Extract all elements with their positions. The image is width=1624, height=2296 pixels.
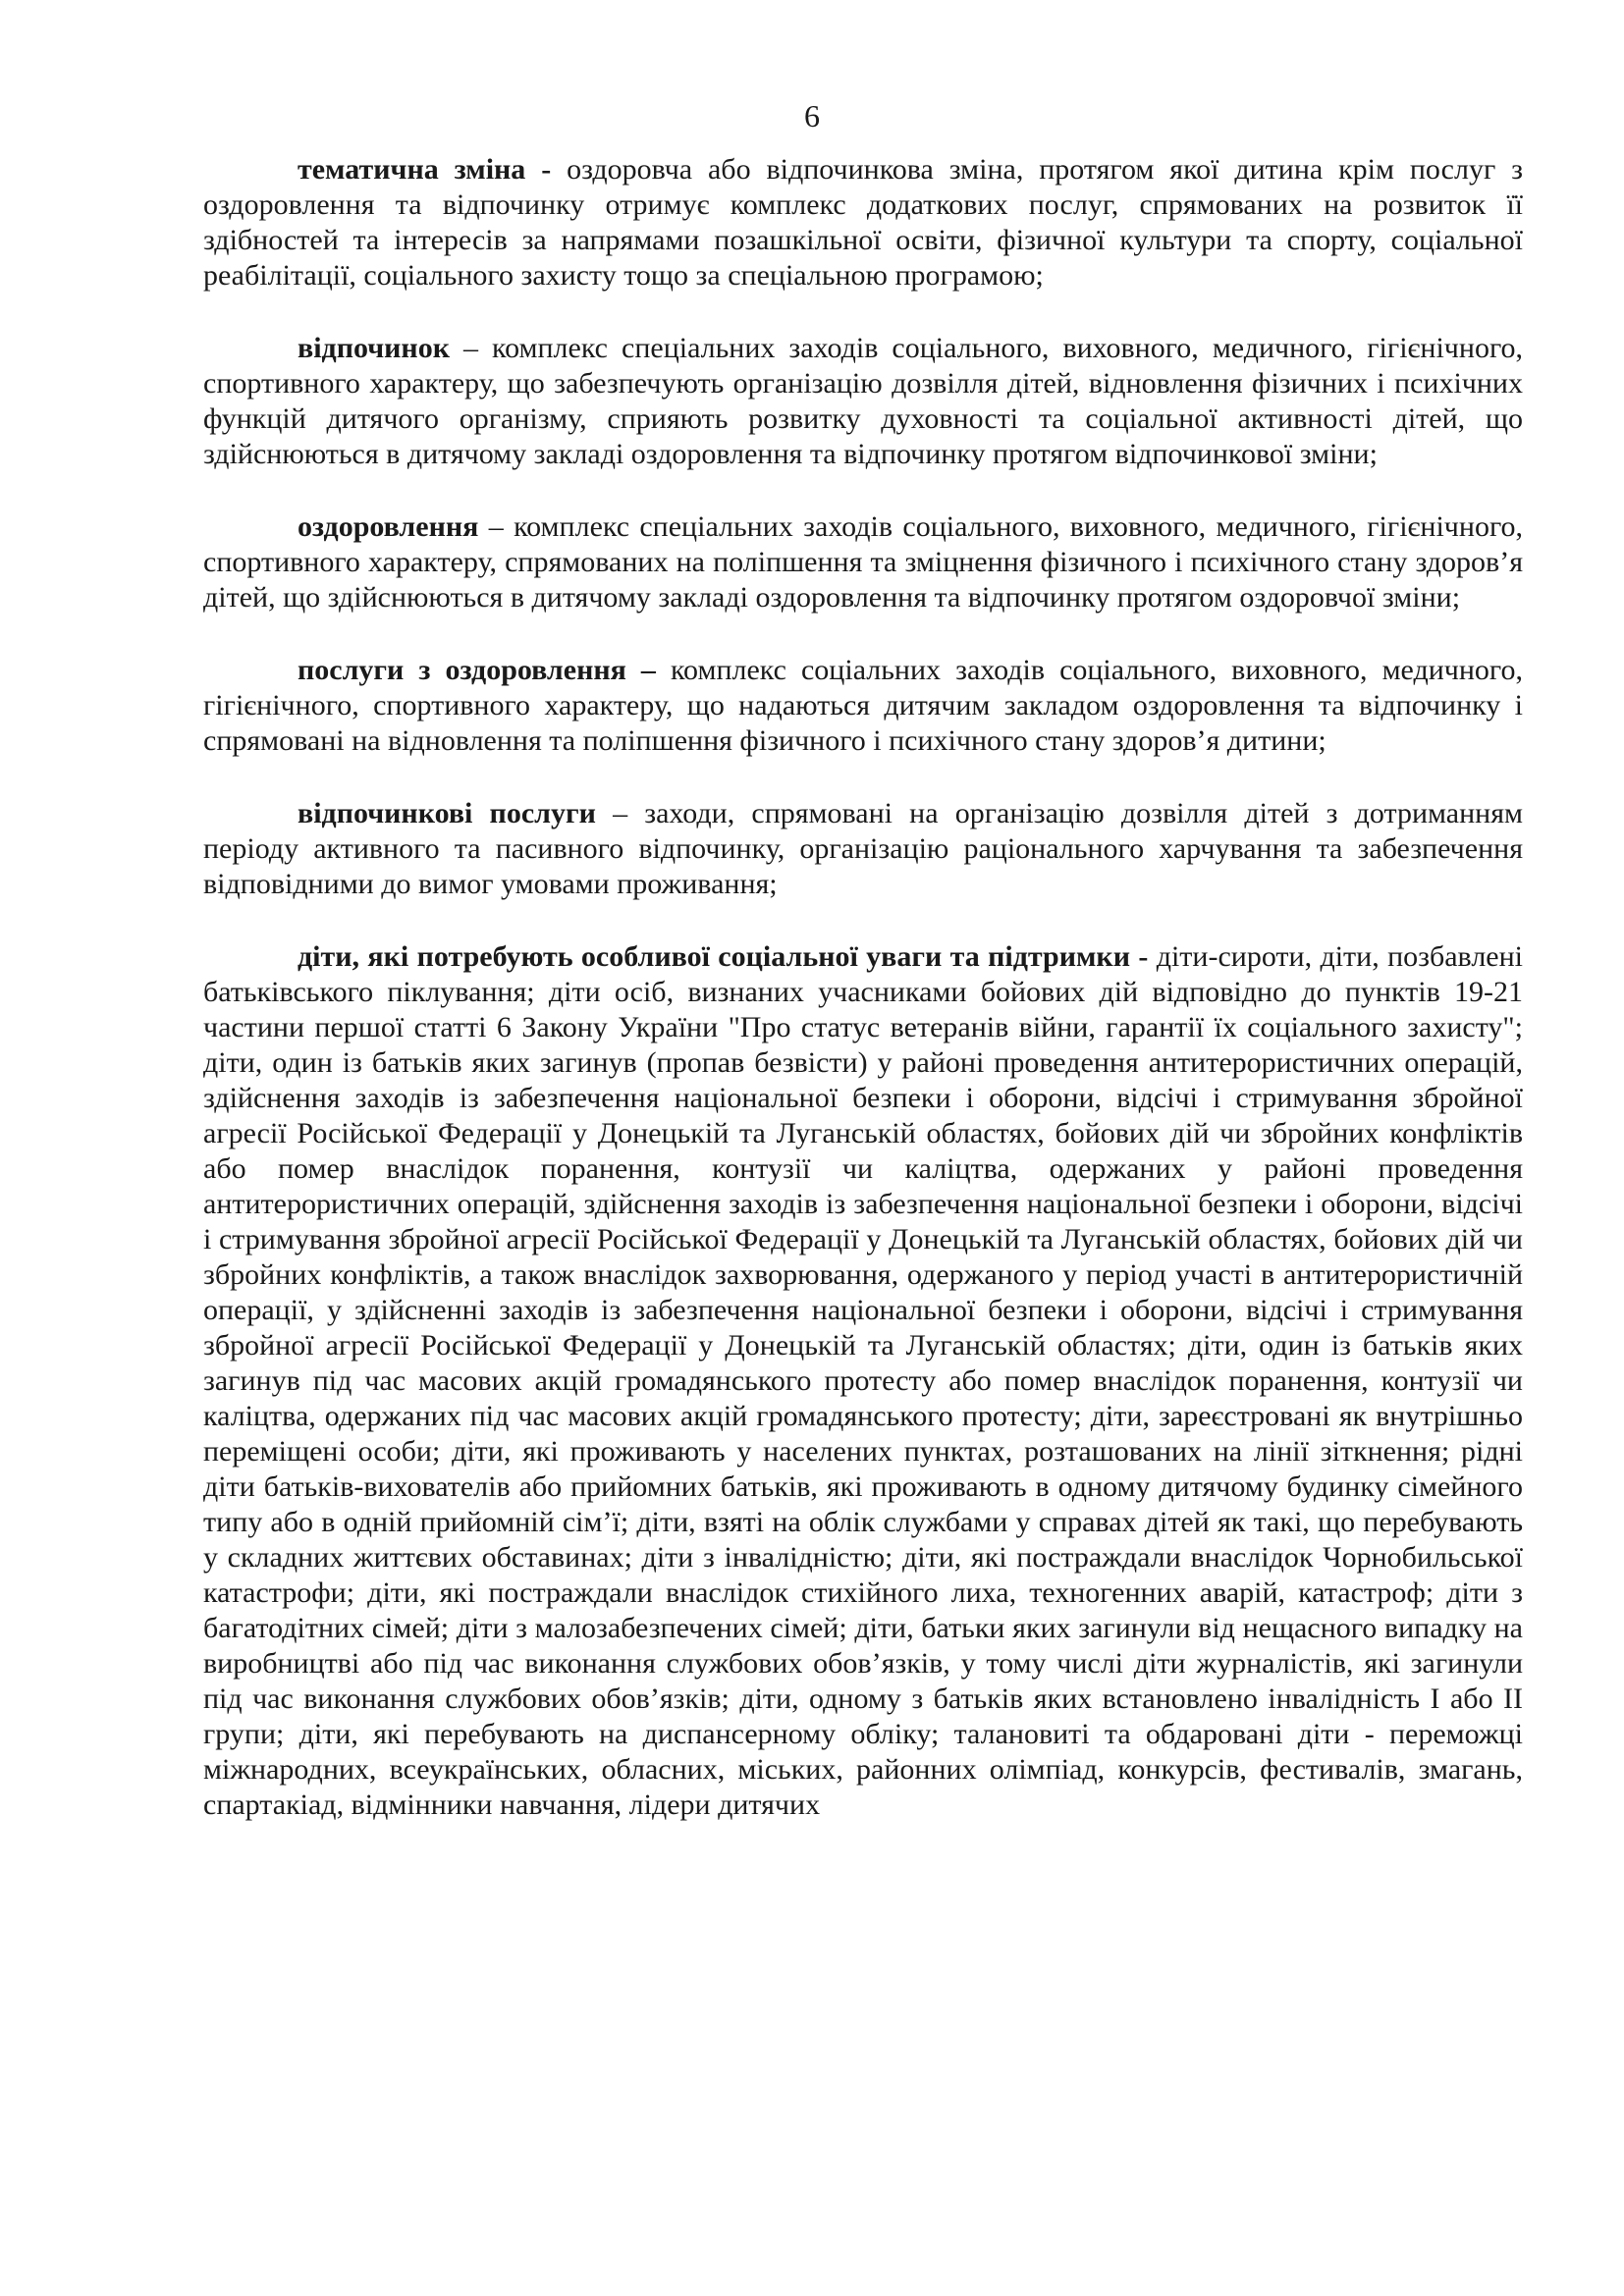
definition-paragraph-children-special-attention xyxy=(203,939,1523,1823)
definition-paragraph-rest-services xyxy=(203,796,1523,902)
definition-text: – комплекс спеціальних заходів соціального, виховного, медичного, гігієнічного, спортивного характеру, спрямованих на поліпшення та зміцнення фізичного і психічного стану здоров’я дітей, що здійснюються в дитячому закладі оздоровлення та відпочинку протягом оздоровчої зміни; xyxy=(203,510,1523,614)
definition-term: послуги з оздоровлення – xyxy=(298,654,656,686)
definition-term: відпочинкові послуги xyxy=(298,797,596,829)
definition-term: діти, які потребують особливої соціальної уваги та підтримки - xyxy=(298,940,1149,973)
definition-text: оздоровча або відпочинкова зміна, протягом якої дитина крім послуг з оздоровлення та відпочинку отримує комплекс додаткових послуг, спрямованих на розвиток її здібностей та інтересів за напрямами позашкільної освіти, фізичної культури та спорту, соціальної реабілітації, соціального захисту тощо за спеціальною програмою; xyxy=(203,153,1524,292)
definition-text: – заходи, спрямовані на організацію дозвілля дітей з дотриманням періоду активного та пасивного відпочинку, організацію раціонального харчування та забезпечення відповідними до вимог умовами проживання; xyxy=(203,797,1524,900)
definition-term: тематична зміна - xyxy=(298,153,552,186)
definition-paragraph-health-improvement xyxy=(203,509,1523,615)
definition-paragraph-rest xyxy=(203,331,1523,472)
definition-text: діти-сироти, діти, позбавлені батьківського піклування; діти осіб, визнаних учасниками бойових дій відповідно до пунктів 19-21 частини першої статті 6 Закону України "Про статус ветеранів війни, гарантії їх соціального захисту"; діти, один із батьків яких загинув (пропав безвісти) у районі проведення антитерористичних операцій, здійснення заходів із забезпечення національної безпеки і оборони, відсічі і стримування збройної агресії Російської Федерації у Донецькій та Луганській областях, бойових дій чи збройних конфліктів або помер внаслідок поранення, контузії чи каліцтва, одержаних у районі проведення антитерористичних операцій, здійснення заходів із забезпечення національної безпеки і оборони, відсічі і стримування збройної агресії Російської Федерації у Донецькій та Луганській областях, бойових дій чи збройних конфліктів, а також внаслідок захворювання, одержаного у період участі в антитерористичній операції, у здійсненні заходів із забезпечення національної безпеки і оборони, відсічі і стримування збройної агресії Російської Федерації у Донецькій та Луганській областях; діти, один із батьків яких загинув під час масових акцій громадянського протесту або помер внаслідок поранення, контузії чи каліцтва, одержаних під час масових акцій громадянського протесту; діти, зареєстровані як внутрішньо переміщені особи; діти, які проживають у населених пунктах, розташованих на лінії зіткнення; рідні діти батьків-вихователів або прийомних батьків, які проживають в одному дитячому будинку сімейного типу або в одній прийомній сім’ї; діти, взяті на облік службами у справах дітей як такі, що перебувають у складних життєвих обставинах; діти з інвалідністю; діти, які постраждали внаслідок Чорнобильської катастрофи; діти, які постраждали внаслідок стихійного лиха, техногенних аварій, катастроф; діти з багатодітних сімей; діти з малозабезпечених сімей; діти, батьки яких загинули від нещасного випадку на виробництві або під час виконання службових обов’язків, у тому числі діти журналістів, які загинули під час виконання службових обов’язків; діти, одному з батьків яких встановлено інвалідність I або II групи; діти, які перебувають на диспансерному обліку; талановиті та обдаровані діти - переможці міжнародних, всеукраїнських, обласних, міських, районних олімпіад, конкурсів, фестивалів, змагань, спартакіад, відмінники навчання, лідери дитячих xyxy=(203,940,1524,1821)
definition-term: відпочинок xyxy=(298,332,450,364)
definition-text: – комплекс спеціальних заходів соціального, виховного, медичного, гігієнічного, спортивного характеру, що забезпечують організацію дозвілля дітей, відновлення фізичних і психічних функцій дитячого організму, сприяють розвитку духовності та соціальної активності дітей, що здійснюються в дитячому закладі оздоровлення та відпочинку протягом відпочинкової зміни; xyxy=(203,332,1523,470)
page-number: 6 xyxy=(804,98,820,133)
definitions-body xyxy=(203,152,1523,1860)
definition-text: комплекс соціальних заходів соціального, виховного, медичного, гігієнічного, спортивного характеру, що надаються дитячим закладом оздоровлення та відпочинку і спрямовані на відновлення та поліпшення фізичного і психічного стану здоров’я дитини; xyxy=(203,654,1523,757)
definition-paragraph-thematic-shift xyxy=(203,152,1523,294)
definition-paragraph-health-services xyxy=(203,653,1523,759)
definition-term: оздоровлення xyxy=(298,510,479,543)
